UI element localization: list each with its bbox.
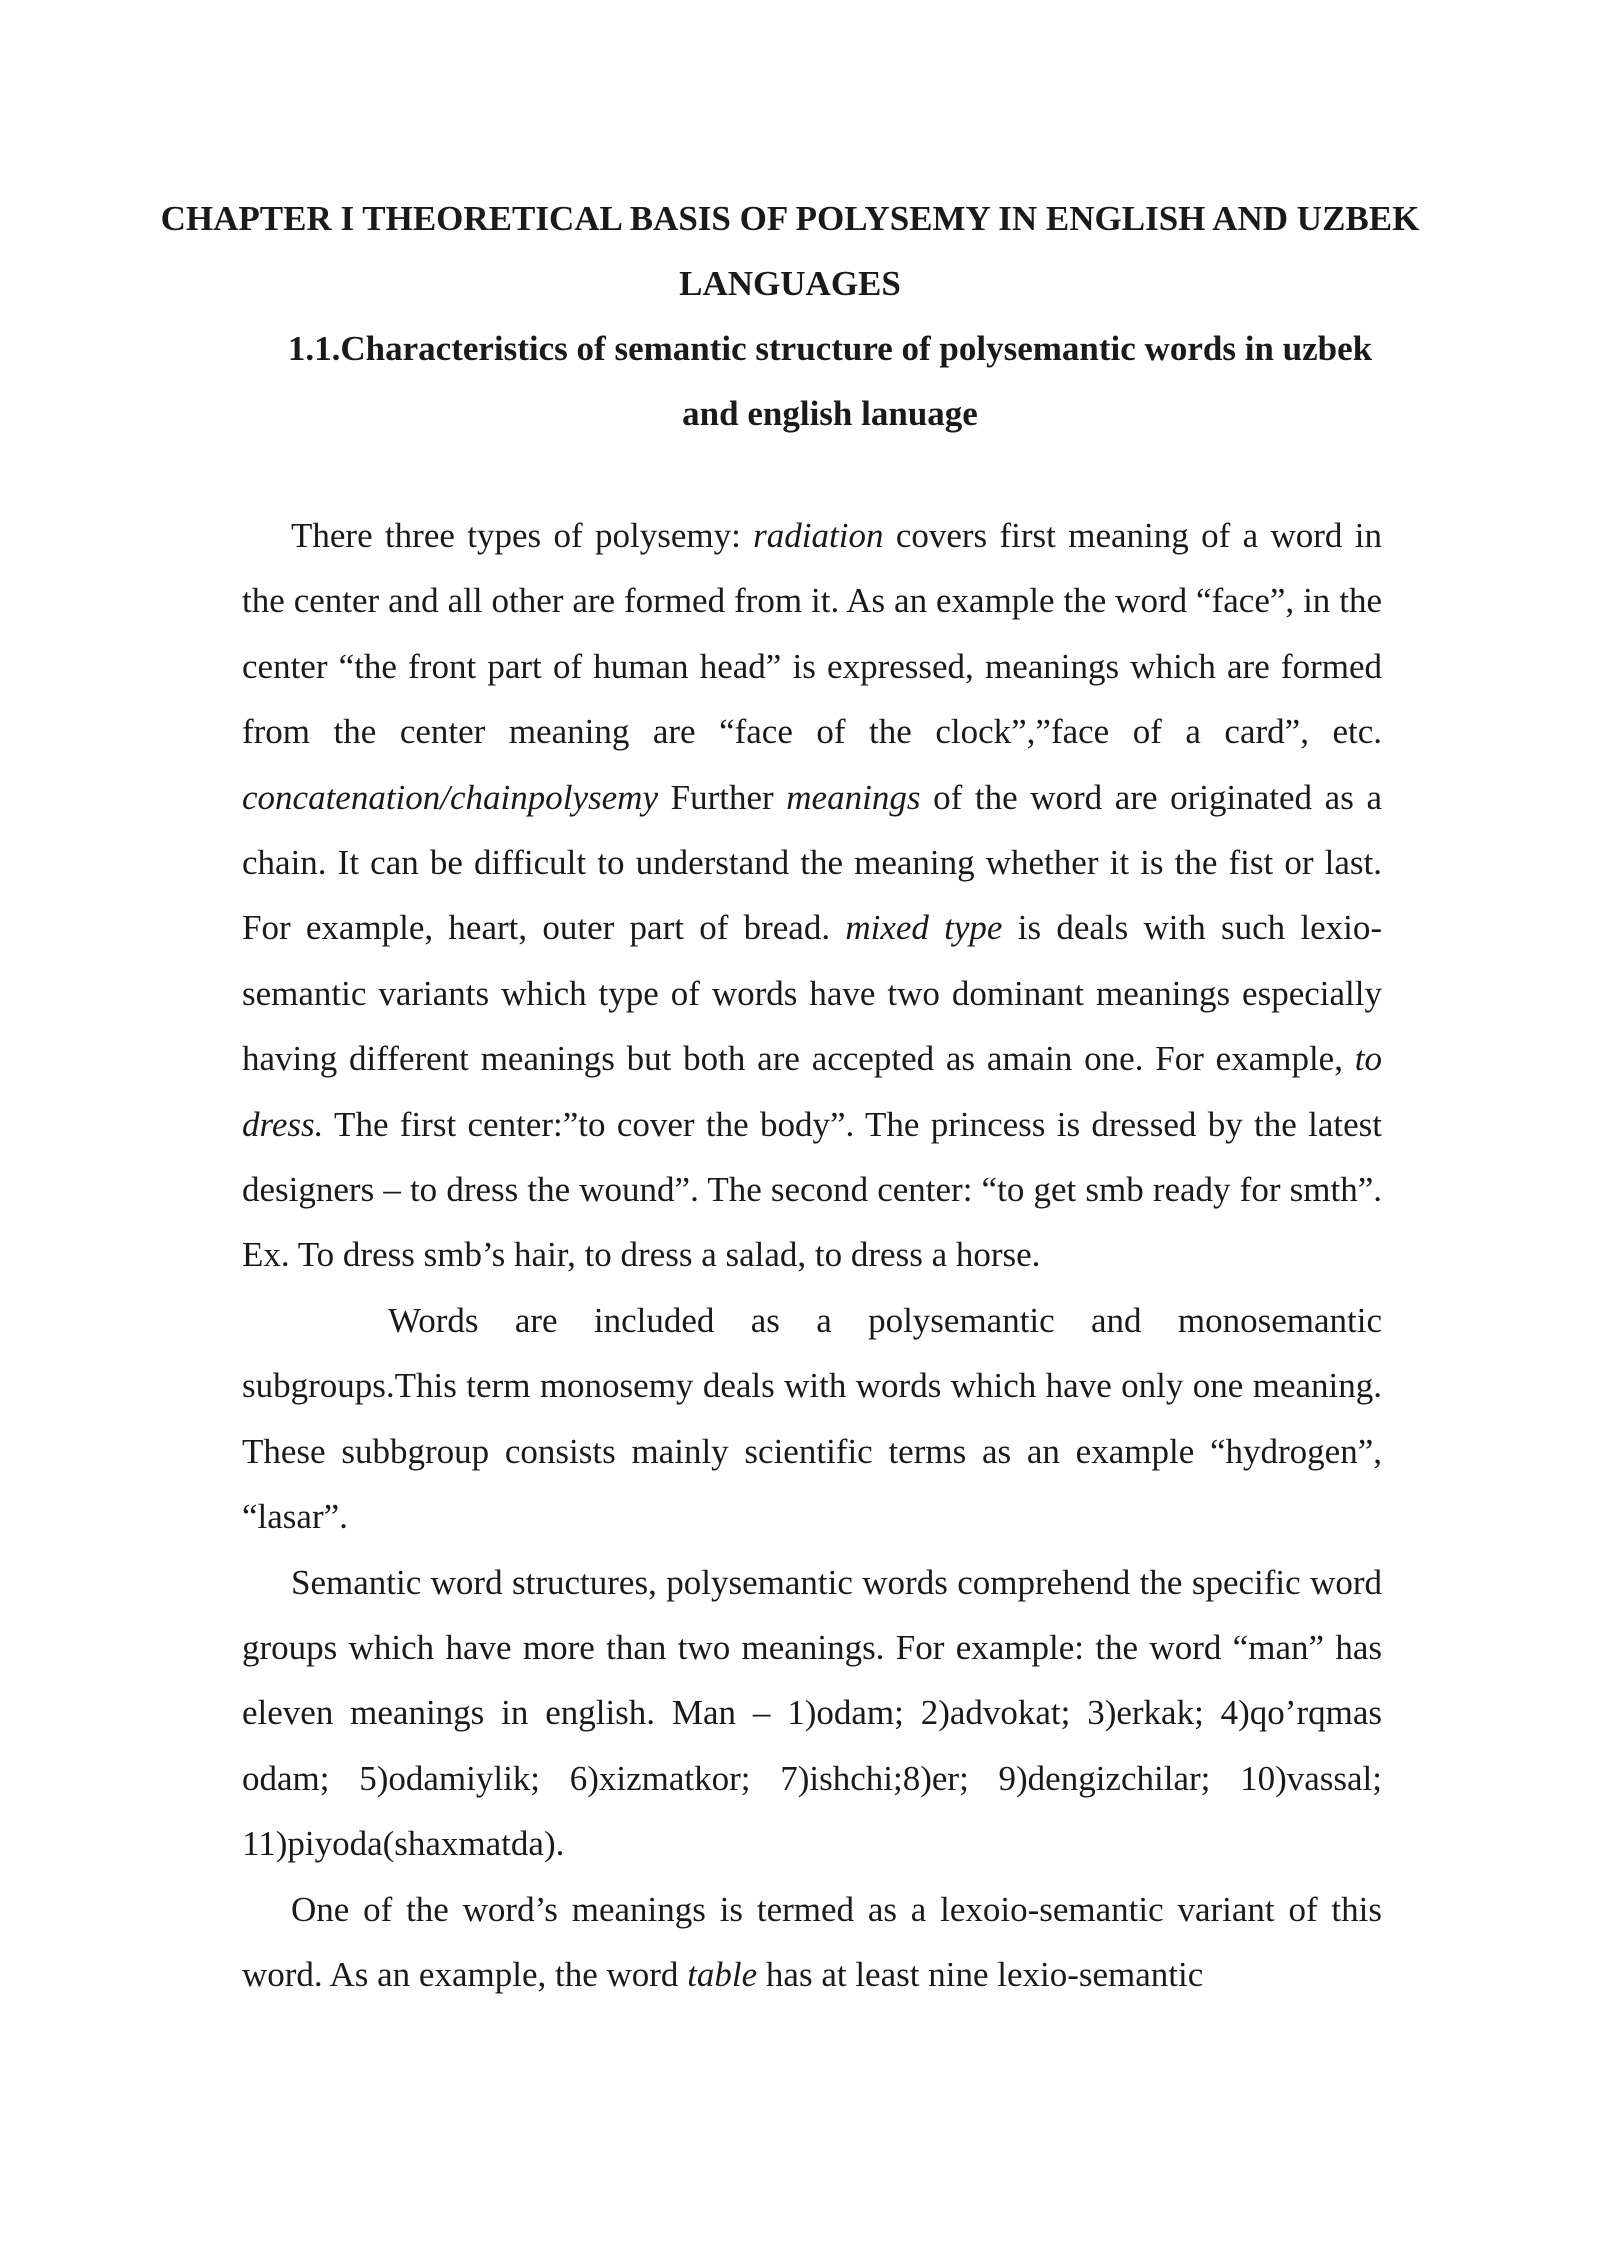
text-run: One of the word’s meanings is termed as a lexoio-semantic variant of this word. As an example, the word (242, 1889, 1382, 1994)
text-run: covers first meaning of a word in the center and all other are formed from it. As an example the word “face”, in the center “the front part of human head” is expressed, meanings which are formed from the center meaning are “face of the clock”,”face of a card”, etc. (242, 516, 1382, 752)
term-radiation: radiation (753, 516, 884, 555)
body-text (242, 503, 1382, 2007)
paragraph-semantic-structures: Semantic word structures, polysemantic words comprehend the specific word groups which have more than two meanings. For example: the word “man” has eleven meanings in english. Man – 1)odam; 2)advokat; 3)erkak; 4)qo’rqmas odam; 5)odamiylik; 6)xizmatkor; 7)ishchi;8)er; 9)dengizchilar; 10)vassal; 11)piyoda(shaxmatda). (242, 1562, 1382, 1864)
text-run: is deals with such lexio-semantic variants which type of words have two dominant meanings especially having different meanings but both are accepted as amain one. For example, (242, 908, 1382, 1079)
term-mixed-type: mixed type (845, 908, 1003, 948)
text-run: Further (657, 777, 787, 817)
text-run: There three types of polysemy: (291, 516, 754, 555)
text-run: of the word are originated as a chain. It can be difficult to understand the meaning whether it is the fist or last. For example, heart, outer part of bread. (242, 777, 1382, 948)
paragraph-lexio-semantic-variant (242, 1877, 1382, 2008)
paragraph-polysemy-types (242, 503, 1382, 1288)
term-concatenation: concatenation/chainpolysemy (242, 777, 658, 817)
term-meanings: meanings (786, 777, 921, 817)
text-run: has at least nine lexio-semantic (757, 1954, 1204, 1994)
text-run: The first center:”to cover the body”. The princess is dressed by the latest designers – to dress the wound”. The second center: “to get smb ready for smth”. Ex. To dress smb’s hair, to dress a salad, to dress a horse. (242, 1104, 1382, 1275)
term-to-dress: to dress. (242, 1039, 1382, 1144)
paragraph-monosemy: Words are included as a polysemantic and monosemantic subgroups.This term monosemy deals with words which have only one meaning. These subbgroup consists mainly scientific terms as an example “hydrogen”, “lasar”. (242, 1300, 1382, 1537)
term-table: table (687, 1954, 758, 1994)
section-title: 1.1.Characteristics of semantic structure of polysemantic words in uzbek and english lanuage (287, 329, 1373, 433)
chapter-title: CHAPTER I THEORETICAL BASIS OF POLYSEMY IN ENGLISH AND UZBEK LANGUAGES (160, 199, 1420, 303)
